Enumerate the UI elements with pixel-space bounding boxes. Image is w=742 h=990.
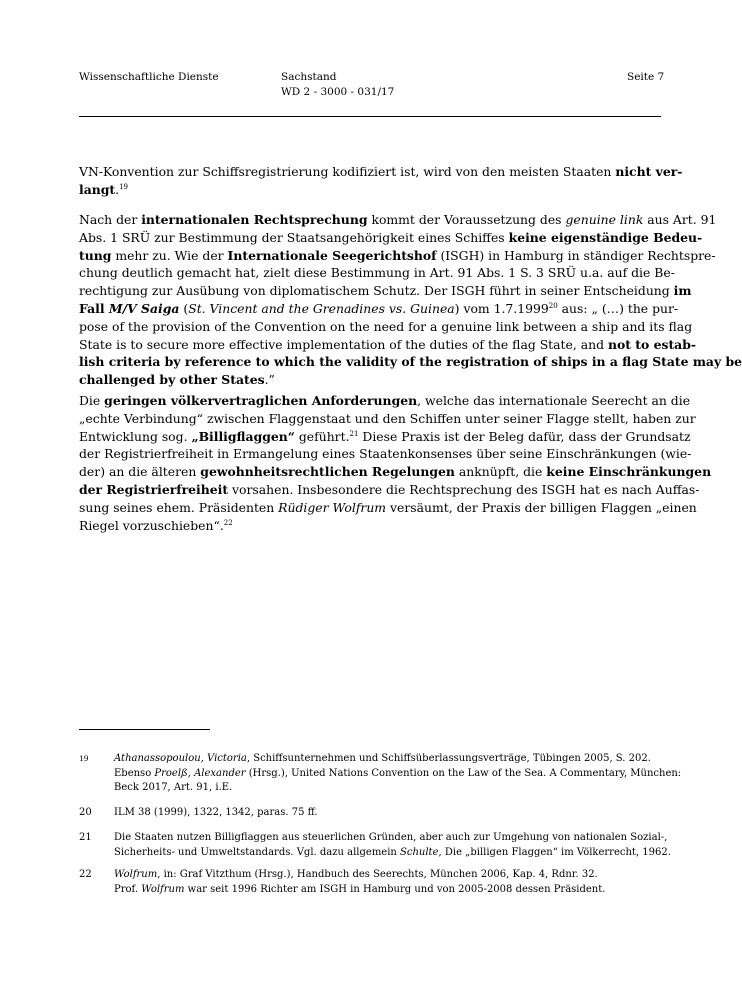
- text-run: (: [179, 300, 189, 316]
- bold-text: nicht ver-: [615, 164, 683, 179]
- author-name: Wolfrum: [114, 869, 158, 880]
- paragraph-2: [79, 211, 742, 389]
- text-run: Ebenso: [114, 767, 155, 779]
- header-divider: [79, 116, 661, 117]
- text-run: geführt.: [294, 428, 350, 444]
- bold-text: „Billigflaggen“: [191, 428, 295, 444]
- bold-text: geringen völkervertraglichen Anforderungen: [104, 393, 418, 408]
- text-run: sung seines ehem. Präsidenten: [79, 499, 279, 515]
- text-run: , in: Graf Vitzthum (Hrsg.), Handbuch des Seerechts, München 2006, Kap. 4, Rdnr. 32.: [157, 869, 598, 880]
- text-line: [79, 481, 700, 499]
- text-run: VN-Konvention zur Schiffsregistrierung kodifiziert ist, wird von den meisten Staaten: [79, 164, 616, 179]
- footnote-ref-22[interactable]: 22: [223, 518, 233, 527]
- text-run: der) an die älteren: [79, 464, 201, 480]
- text-line: [79, 163, 683, 181]
- footnote-line: [114, 883, 669, 898]
- footnote-text: ILM 38 (1999), 1322, 1342, paras. 75 ff.: [114, 807, 318, 818]
- case-name: M/V Saiga: [108, 300, 180, 316]
- text-line: [79, 392, 691, 410]
- paragraph-1: [79, 163, 683, 199]
- footnote-19: [79, 752, 682, 796]
- footnote-line: [114, 767, 682, 782]
- author-name: Schulte: [400, 846, 439, 858]
- text-run: mehr zu. Wie der: [111, 247, 228, 263]
- footnote-line: [114, 868, 669, 883]
- header-doc-number: WD 2 - 3000 - 031/17: [281, 86, 395, 98]
- text-line: [79, 517, 661, 535]
- footnote-ref-20[interactable]: 20: [548, 301, 558, 310]
- text-line: [79, 353, 742, 371]
- bold-text: internationalen Rechtsprechung: [141, 212, 368, 227]
- bold-text: Fall: [79, 300, 109, 316]
- text-run: .: [115, 181, 120, 197]
- header-document-info: [281, 70, 394, 100]
- text-run: kommt der Voraussetzung des: [367, 212, 566, 227]
- text-run: Prof.: [114, 883, 142, 895]
- bold-text: not to estab-: [607, 336, 697, 352]
- text-run: versäumt, der Praxis der billigen Flaggen „einen: [386, 499, 697, 515]
- bold-text: der Registrierfreiheit: [79, 481, 229, 497]
- text-line: [79, 211, 717, 229]
- footnote-line: Beck 2017, Art. 91, i.E.: [114, 782, 233, 794]
- footnote-text: [114, 831, 669, 860]
- footnote-separator: [79, 729, 210, 730]
- text-run: , Schiffsunternehmen und Schiffsüberlassungsverträge, Tübingen 2005, S. 202.: [246, 753, 651, 764]
- text-run: rechtigung zur Ausübung von diplomatischem Schutz. Der ISGH führt in seiner Entscheidung: [79, 283, 674, 299]
- text-run: State is to secure more effective implementation of the duties of the flag State, and: [79, 336, 608, 352]
- footnote-21: [79, 831, 669, 861]
- footnote-ref-19[interactable]: 19: [119, 182, 129, 191]
- italic-text: Rüdiger Wolfrum: [278, 499, 387, 515]
- text-line: [79, 181, 661, 199]
- bold-text: keine eigenständige Bedeu-: [508, 229, 703, 245]
- text-line: der Registrierfreiheit in Ermangelung eines Staatenkonsenses über seine Einschränkungen (wie-: [79, 446, 692, 462]
- bold-text: gewohnheitsrechtlichen Regelungen: [200, 464, 455, 480]
- text-run: Nach der: [79, 212, 142, 227]
- text-run: vorsahen. Insbesondere die Rechtsprechung des ISGH hat es nach Auffas-: [228, 481, 700, 497]
- text-line: [79, 463, 712, 481]
- header-doc-type: Sachstand: [281, 71, 337, 83]
- text-run: Abs. 1 SRÜ zur Bestimmung der Staatsangehörigkeit eines Schiffes: [79, 229, 509, 245]
- footnote-text: [114, 752, 682, 796]
- footnote-line: [114, 752, 669, 767]
- text-run: war seit 1996 Richter am ISGH in Hamburg und von 2005-2008 dessen Präsident.: [184, 883, 606, 895]
- footnote-ref-21[interactable]: 21: [349, 429, 359, 438]
- text-line: [79, 499, 697, 517]
- bold-text: tung: [79, 247, 112, 263]
- footnote-line: Die Staaten nutzen Billigflaggen aus steuerlichen Gründen, aber auch zur Umgehung von nationalen Sozial-,: [114, 832, 668, 843]
- footnote-number: 19: [79, 754, 89, 763]
- footnote-line: [114, 846, 669, 861]
- text-run: (Hrsg.), United Nations Convention on the Law of the Sea. A Commentary, München:: [245, 767, 682, 779]
- bold-text: Internationale Seegerichtshof: [227, 247, 437, 263]
- footnote-number: 21: [79, 832, 92, 843]
- bold-text: im: [673, 283, 692, 299]
- header-page-number: Seite 7: [627, 71, 665, 83]
- text-run: , Die „billigen Flaggen“ im Völkerrecht, 1962.: [438, 846, 671, 858]
- text-run: ) vom 1.7.1999: [454, 300, 549, 316]
- text-line: chung deutlich gemacht hat, zielt diese Bestimmung in Art. 91 Abs. 1 S. 3 SRÜ u.a. auf die Be-: [79, 265, 675, 281]
- text-run: , welche das internationale Seerecht an die: [417, 393, 691, 408]
- italic-text: genuine link: [565, 212, 644, 227]
- header-department: Wissenschaftliche Dienste: [79, 71, 219, 83]
- text-run: Sicherheits- und Umweltstandards. Vgl. dazu allgemein: [114, 846, 401, 858]
- author-name: Athanassopoulou, Victoria: [114, 753, 247, 764]
- footnote-20: [79, 806, 669, 821]
- author-name: Wolfrum: [141, 883, 185, 895]
- footnote-text: [114, 868, 669, 897]
- text-line: „echte Verbindung“ zwischen Flaggenstaat und den Schiffen unter seiner Flagge stellt, haben zur: [79, 410, 696, 426]
- italic-text: St. Vincent and the Grenadines vs. Guinea: [188, 300, 455, 316]
- text-run: Riegel vorzuschieben“.: [79, 517, 224, 533]
- bold-text: challenged by other States: [79, 372, 265, 388]
- text-run: aus: „ (…) the pur-: [557, 300, 679, 316]
- text-run: aus Art. 91: [643, 212, 717, 227]
- bold-text: keine Einschränkungen: [546, 464, 712, 480]
- footnote-22: [79, 868, 669, 898]
- text-run: (ISGH) in Hamburg in ständiger Rechtspre-: [436, 247, 716, 263]
- text-line: [79, 247, 716, 265]
- text-line: [79, 229, 703, 247]
- text-line: [79, 428, 691, 446]
- text-run: Diese Praxis ist der Beleg dafür, dass der Grundsatz: [358, 428, 691, 444]
- text-line: pose of the provision of the Convention on the need for a genuine link between a ship and its flag: [79, 318, 693, 334]
- footnote-number: 22: [79, 869, 92, 880]
- text-line: [79, 336, 697, 354]
- bold-text: lish criteria by reference to which the validity of the registration of ships in a flag State may be: [79, 354, 742, 370]
- text-line: [79, 371, 661, 389]
- text-run: .”: [264, 372, 275, 388]
- text-line: [79, 282, 692, 300]
- text-run: Die: [79, 393, 105, 408]
- text-line: [79, 300, 679, 318]
- text-run: anknüpft, die: [454, 464, 547, 480]
- paragraph-3: [79, 392, 712, 534]
- bold-text: langt: [79, 181, 116, 197]
- text-run: Entwicklung sog.: [79, 428, 192, 444]
- footnote-number: 20: [79, 807, 92, 818]
- author-name: Proelß, Alexander: [154, 767, 246, 779]
